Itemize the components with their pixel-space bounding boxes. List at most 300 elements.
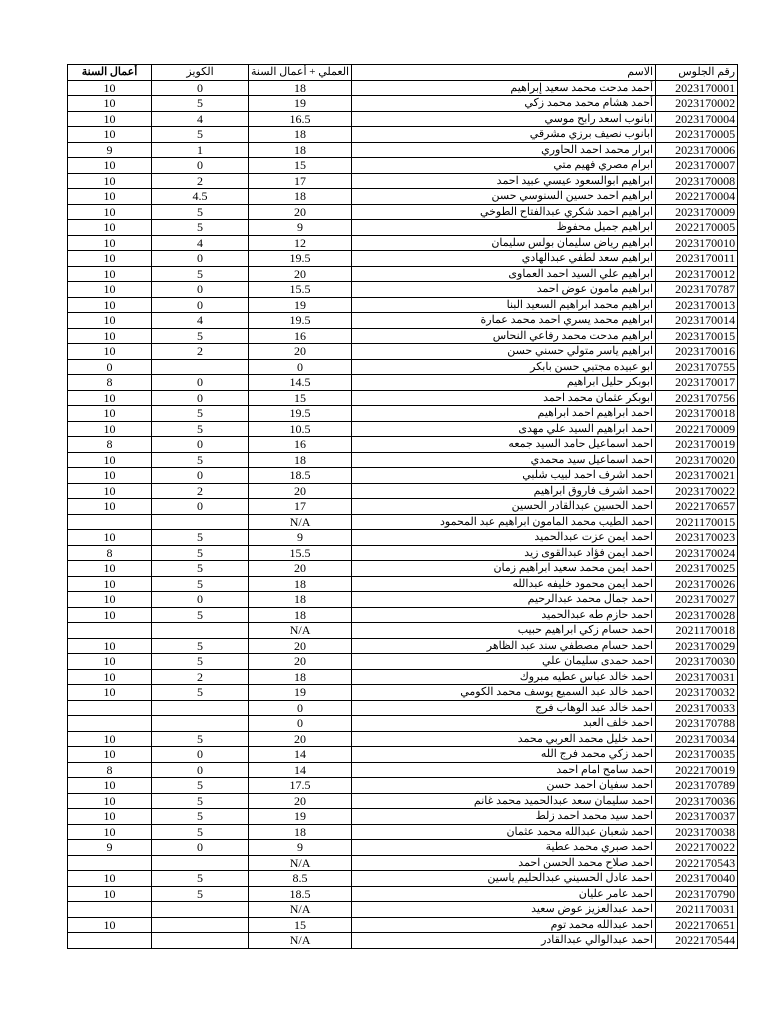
seat-number-cell: 2023170008 (656, 173, 738, 189)
year-work-cell: 10 (68, 127, 152, 143)
seat-number-cell: 2023170016 (656, 344, 738, 360)
name-cell: احمد ابراهيم احمد ابراهيم (352, 406, 656, 422)
seat-number-cell: 2023170022 (656, 483, 738, 499)
practical-cell: 18 (249, 189, 352, 205)
year-work-cell: 10 (68, 654, 152, 670)
year-work-cell: 10 (68, 499, 152, 515)
year-work-cell: 10 (68, 96, 152, 112)
year-work-cell: 10 (68, 297, 152, 313)
practical-cell: 18 (249, 452, 352, 468)
year-work-cell: 10 (68, 468, 152, 484)
practical-cell: 9 (249, 530, 352, 546)
seat-number-cell: 2023170021 (656, 468, 738, 484)
quiz-cell (152, 902, 249, 918)
quiz-cell: 5 (152, 793, 249, 809)
table-row (68, 669, 738, 685)
quiz-cell: 0 (152, 592, 249, 608)
table-row (68, 607, 738, 623)
name-cell: أحمد هشام محمد محمد زكي (352, 96, 656, 112)
seat-number-cell: 2023170024 (656, 545, 738, 561)
seat-number-cell: 2021170031 (656, 902, 738, 918)
year-work-cell: 10 (68, 871, 152, 887)
name-cell: احمد حسام مصطفي سند عبد الظاهر (352, 638, 656, 654)
practical-cell: 20 (249, 344, 352, 360)
table-row (68, 297, 738, 313)
name-cell: ابراهيم محمد يسري احمد محمد عمارة (352, 313, 656, 329)
year-work-cell: 10 (68, 390, 152, 406)
year-work-cell: 10 (68, 452, 152, 468)
quiz-cell: 5 (152, 778, 249, 794)
name-cell: ابراهيم محمد ابراهيم السعيد البنا (352, 297, 656, 313)
table-row (68, 437, 738, 453)
quiz-cell: 4 (152, 313, 249, 329)
table-row (68, 158, 738, 174)
name-cell: ابانوب اسعد رابح موسي (352, 111, 656, 127)
seat-number-cell: 2023170036 (656, 793, 738, 809)
name-cell: احمد حسام زكي ابراهيم حبيب (352, 623, 656, 639)
year-work-cell: 10 (68, 824, 152, 840)
quiz-cell (152, 623, 249, 639)
quiz-cell: 5 (152, 886, 249, 902)
year-work-cell: 10 (68, 576, 152, 592)
table-row (68, 700, 738, 716)
quiz-cell: 5 (152, 328, 249, 344)
seat-number-cell: 2021170018 (656, 623, 738, 639)
practical-cell: 18 (249, 80, 352, 96)
table-row (68, 406, 738, 422)
name-cell: احمد اشرف فاروق ابراهيم (352, 483, 656, 499)
quiz-cell: 5 (152, 576, 249, 592)
name-cell: احمد سيد محمد احمد زلط (352, 809, 656, 825)
name-cell: ابرار محمد احمد الحاوري (352, 142, 656, 158)
year-work-cell (68, 902, 152, 918)
seat-number-cell: 2021170015 (656, 514, 738, 530)
table-row (68, 530, 738, 546)
quiz-cell (152, 514, 249, 530)
table-row (68, 762, 738, 778)
seat-number-cell: 2023170004 (656, 111, 738, 127)
table-row (68, 592, 738, 608)
name-cell: احمد عبدالله محمد توم (352, 917, 656, 933)
table-row (68, 96, 738, 112)
seat-number-cell: 2023170788 (656, 716, 738, 732)
seat-number-cell: 2022170651 (656, 917, 738, 933)
quiz-cell: 5 (152, 452, 249, 468)
practical-cell: 12 (249, 235, 352, 251)
table-row (68, 266, 738, 282)
practical-cell: 18 (249, 669, 352, 685)
table-row (68, 793, 738, 809)
quiz-cell: 0 (152, 468, 249, 484)
seat-number-cell: 2022170004 (656, 189, 738, 205)
table-row (68, 375, 738, 391)
table-row (68, 390, 738, 406)
year-work-cell: 10 (68, 266, 152, 282)
quiz-cell: 5 (152, 127, 249, 143)
practical-cell: N/A (249, 933, 352, 949)
year-work-cell: 10 (68, 669, 152, 685)
quiz-cell (152, 933, 249, 949)
quiz-cell: 5 (152, 561, 249, 577)
seat-number-cell: 2023170030 (656, 654, 738, 670)
table-row (68, 235, 738, 251)
seat-number-cell: 2023170010 (656, 235, 738, 251)
practical-cell: 8.5 (249, 871, 352, 887)
name-cell: احمد اسماعيل حامد السيد جمعه (352, 437, 656, 453)
table-row (68, 514, 738, 530)
table-row (68, 359, 738, 375)
seat-number-cell: 2023170038 (656, 824, 738, 840)
year-work-cell: 8 (68, 375, 152, 391)
practical-cell: 17 (249, 173, 352, 189)
table-row (68, 576, 738, 592)
year-work-cell: 10 (68, 251, 152, 267)
seat-number-cell: 2023170755 (656, 359, 738, 375)
name-cell: احمد عبدالوالي عبدالقادر (352, 933, 656, 949)
year-work-cell (68, 716, 152, 732)
practical-cell: 16 (249, 328, 352, 344)
practical-cell: 15.5 (249, 282, 352, 298)
quiz-cell: 0 (152, 762, 249, 778)
table-row (68, 251, 738, 267)
table-row (68, 421, 738, 437)
seat-number-cell: 2023170027 (656, 592, 738, 608)
year-work-cell: 10 (68, 592, 152, 608)
practical-cell: 18 (249, 576, 352, 592)
table-row (68, 824, 738, 840)
table-row (68, 328, 738, 344)
quiz-cell: 5 (152, 731, 249, 747)
year-work-cell: 10 (68, 685, 152, 701)
table-row (68, 840, 738, 856)
quiz-cell: 5 (152, 421, 249, 437)
practical-cell: 20 (249, 793, 352, 809)
table-row (68, 886, 738, 902)
practical-cell: 0 (249, 359, 352, 375)
practical-cell: 20 (249, 654, 352, 670)
name-cell: احمد خلف العبد (352, 716, 656, 732)
year-work-cell: 10 (68, 421, 152, 437)
practical-cell: 17.5 (249, 778, 352, 794)
year-work-cell: 9 (68, 840, 152, 856)
practical-cell: 14.5 (249, 375, 352, 391)
seat-number-cell: 2023170005 (656, 127, 738, 143)
seat-number-cell: 2023170025 (656, 561, 738, 577)
seat-number-cell: 2023170029 (656, 638, 738, 654)
seat-number-cell: 2023170001 (656, 80, 738, 96)
name-cell: احمد جمال محمد عبدالرحيم (352, 592, 656, 608)
quiz-cell (152, 917, 249, 933)
name-cell: ابراهيم احمد شكري عبدالفتاح الطوخي (352, 204, 656, 220)
practical-cell: 20 (249, 266, 352, 282)
practical-cell: 15 (249, 158, 352, 174)
table-row (68, 917, 738, 933)
name-cell: احمد خليل محمد العربي محمد (352, 731, 656, 747)
practical-cell: 19 (249, 297, 352, 313)
name-cell: احمد حازم طه عبدالحميد (352, 607, 656, 623)
table-row (68, 933, 738, 949)
name-cell: ابراهيم ياسر متولي حسني حسن (352, 344, 656, 360)
table-row (68, 638, 738, 654)
quiz-cell: 5 (152, 809, 249, 825)
seat-number-cell: 2023170013 (656, 297, 738, 313)
quiz-cell: 2 (152, 344, 249, 360)
year-work-cell: 10 (68, 530, 152, 546)
practical-cell: 17 (249, 499, 352, 515)
practical-cell: 19.5 (249, 406, 352, 422)
quiz-cell: 0 (152, 499, 249, 515)
seat-number-cell: 2023170002 (656, 96, 738, 112)
year-work-cell (68, 514, 152, 530)
year-work-cell: 10 (68, 220, 152, 236)
year-work-cell: 10 (68, 561, 152, 577)
quiz-cell: 0 (152, 282, 249, 298)
year-work-cell: 10 (68, 235, 152, 251)
year-work-cell (68, 933, 152, 949)
practical-cell: 18.5 (249, 468, 352, 484)
seat-number-cell: 2022170022 (656, 840, 738, 856)
name-cell: احمد زكي محمد فرج الله (352, 747, 656, 763)
practical-cell: 18 (249, 142, 352, 158)
practical-cell: 0 (249, 716, 352, 732)
name-cell: احمد شعبان عبدالله محمد عثمان (352, 824, 656, 840)
seat-number-cell: 2022170543 (656, 855, 738, 871)
seat-number-cell: 2022170544 (656, 933, 738, 949)
practical-cell: 18 (249, 127, 352, 143)
name-cell: احمد سامح امام احمد (352, 762, 656, 778)
name-cell: احمد ابراهيم السيد علي مهدى (352, 421, 656, 437)
name-cell: احمد اسماعيل سيد محمدي (352, 452, 656, 468)
table-row (68, 344, 738, 360)
name-cell: ابانوب نصيف برزي مشرقي (352, 127, 656, 143)
table-row (68, 747, 738, 763)
quiz-cell: 2 (152, 173, 249, 189)
name-cell: احمد عادل الحسيني عبدالحليم ياسين (352, 871, 656, 887)
table-row (68, 623, 738, 639)
quiz-cell: 0 (152, 747, 249, 763)
seat-number-cell: 2023170009 (656, 204, 738, 220)
table-row (68, 282, 738, 298)
table-row (68, 173, 738, 189)
quiz-cell: 5 (152, 266, 249, 282)
seat-number-cell: 2023170789 (656, 778, 738, 794)
year-work-cell: 10 (68, 328, 152, 344)
seat-number-cell: 2023170035 (656, 747, 738, 763)
name-cell: ابراهيم سعد لطفي عبدالهادي (352, 251, 656, 267)
name-cell: احمد سليمان سعد عبدالحميد محمد غانم (352, 793, 656, 809)
quiz-cell: 0 (152, 375, 249, 391)
seat-number-cell: 2023170012 (656, 266, 738, 282)
practical-cell: 0 (249, 700, 352, 716)
seat-number-cell: 2022170019 (656, 762, 738, 778)
practical-cell: 14 (249, 762, 352, 778)
name-cell: ابوبكر عثمان محمد احمد (352, 390, 656, 406)
table-row (68, 452, 738, 468)
year-work-cell: 8 (68, 545, 152, 561)
seat-number-cell: 2023170037 (656, 809, 738, 825)
year-work-cell: 10 (68, 809, 152, 825)
table-row (68, 499, 738, 515)
quiz-cell (152, 359, 249, 375)
quiz-cell: 5 (152, 654, 249, 670)
table-row (68, 127, 738, 143)
seat-number-cell: 2023170015 (656, 328, 738, 344)
table-row (68, 716, 738, 732)
table-row (68, 855, 738, 871)
year-work-cell: 10 (68, 638, 152, 654)
table-row (68, 468, 738, 484)
name-cell: احمد اشرف احمد لبيب شلبي (352, 468, 656, 484)
quiz-cell: 0 (152, 297, 249, 313)
seat-number-cell: 2023170033 (656, 700, 738, 716)
year-work-cell: 10 (68, 80, 152, 96)
table-row (68, 902, 738, 918)
quiz-cell: 5 (152, 530, 249, 546)
name-cell: احمد الطيب محمد المامون ابراهيم عبد المحمود (352, 514, 656, 530)
year-work-cell: 10 (68, 886, 152, 902)
year-work-cell: 10 (68, 747, 152, 763)
year-work-cell: 10 (68, 158, 152, 174)
seat-number-cell: 2023170018 (656, 406, 738, 422)
practical-cell: 19 (249, 685, 352, 701)
practical-cell: 20 (249, 731, 352, 747)
quiz-cell: 5 (152, 220, 249, 236)
quiz-cell: 0 (152, 840, 249, 856)
header-seat-number: رقم الجلوس (656, 65, 738, 81)
seat-number-cell: 2023170031 (656, 669, 738, 685)
practical-cell: 18.5 (249, 886, 352, 902)
name-cell: احمد سفيان احمد حسن (352, 778, 656, 794)
name-cell: أحمد مدحت محمد سعيد إبراهيم (352, 80, 656, 96)
practical-cell: 19 (249, 809, 352, 825)
table-row (68, 483, 738, 499)
practical-cell: 10.5 (249, 421, 352, 437)
practical-cell: 16 (249, 437, 352, 453)
year-work-cell: 10 (68, 778, 152, 794)
practical-cell: 19.5 (249, 251, 352, 267)
name-cell: احمد خالد عباس عطيه مبروك (352, 669, 656, 685)
year-work-cell: 10 (68, 731, 152, 747)
name-cell: ابراهيم رياض سليمان بولس سليمان (352, 235, 656, 251)
year-work-cell: 10 (68, 282, 152, 298)
year-work-cell: 8 (68, 762, 152, 778)
name-cell: احمد ايمن عزت عبدالحميد (352, 530, 656, 546)
quiz-cell: 4.5 (152, 189, 249, 205)
practical-cell: 19.5 (249, 313, 352, 329)
quiz-cell: 5 (152, 607, 249, 623)
name-cell: احمد عامر عليان (352, 886, 656, 902)
quiz-cell: 0 (152, 80, 249, 96)
quiz-cell: 0 (152, 158, 249, 174)
name-cell: ابوبكر حليل ابراهيم (352, 375, 656, 391)
quiz-cell: 4 (152, 111, 249, 127)
practical-cell: 9 (249, 840, 352, 856)
header-row (68, 65, 738, 81)
header-practical: العملي + أعمال السنة (249, 65, 352, 81)
year-work-cell: 10 (68, 313, 152, 329)
practical-cell: 15.5 (249, 545, 352, 561)
year-work-cell: 10 (68, 204, 152, 220)
table-row (68, 142, 738, 158)
quiz-cell: 5 (152, 638, 249, 654)
year-work-cell: 10 (68, 483, 152, 499)
year-work-cell: 10 (68, 173, 152, 189)
quiz-cell: 5 (152, 685, 249, 701)
name-cell: ابراهيم مدحت محمد رفاعي النحاس (352, 328, 656, 344)
header-year-work: أعمال السنة (68, 65, 152, 81)
table-row (68, 204, 738, 220)
header-quiz: الكويز (152, 65, 249, 81)
quiz-cell (152, 855, 249, 871)
quiz-cell: 0 (152, 437, 249, 453)
table-row (68, 313, 738, 329)
seat-number-cell: 2023170019 (656, 437, 738, 453)
table-row (68, 111, 738, 127)
seat-number-cell: 2023170023 (656, 530, 738, 546)
practical-cell: 18 (249, 592, 352, 608)
year-work-cell: 10 (68, 917, 152, 933)
name-cell: ابراهيم علي السيد احمد العماوى (352, 266, 656, 282)
seat-number-cell: 2023170026 (656, 576, 738, 592)
seat-number-cell: 2022170005 (656, 220, 738, 236)
table-row (68, 731, 738, 747)
year-work-cell (68, 700, 152, 716)
practical-cell: N/A (249, 514, 352, 530)
name-cell: احمد ايمن محمد سعيد ابراهيم زمان (352, 561, 656, 577)
seat-number-cell: 2023170017 (656, 375, 738, 391)
quiz-cell: 5 (152, 824, 249, 840)
seat-number-cell: 2023170787 (656, 282, 738, 298)
practical-cell: N/A (249, 623, 352, 639)
table-row (68, 685, 738, 701)
practical-cell: N/A (249, 855, 352, 871)
quiz-cell: 1 (152, 142, 249, 158)
name-cell: ابراهيم ابوالسعود عيسي عبيد احمد (352, 173, 656, 189)
practical-cell: 9 (249, 220, 352, 236)
name-cell: ابراهيم جميل محفوظ (352, 220, 656, 236)
year-work-cell (68, 855, 152, 871)
year-work-cell: 0 (68, 359, 152, 375)
practical-cell: 15 (249, 917, 352, 933)
name-cell: احمد صبري محمد عطية (352, 840, 656, 856)
grades-table (67, 64, 738, 949)
seat-number-cell: 2023170790 (656, 886, 738, 902)
seat-number-cell: 2023170756 (656, 390, 738, 406)
seat-number-cell: 2023170040 (656, 871, 738, 887)
name-cell: احمد الحسين عبدالقادر الحسين (352, 499, 656, 515)
year-work-cell (68, 623, 152, 639)
name-cell: احمد صلاح محمد الحسن احمد (352, 855, 656, 871)
table-row (68, 654, 738, 670)
name-cell: ابراهيم مامون عوض احمد (352, 282, 656, 298)
name-cell: احمد خالد عبد الوهاب فرج (352, 700, 656, 716)
quiz-cell: 2 (152, 669, 249, 685)
year-work-cell: 10 (68, 189, 152, 205)
table-row (68, 220, 738, 236)
year-work-cell: 10 (68, 406, 152, 422)
name-cell: ابو عبيده مجتبي حسن بابكر (352, 359, 656, 375)
seat-number-cell: 2023170034 (656, 731, 738, 747)
seat-number-cell: 2023170028 (656, 607, 738, 623)
practical-cell: N/A (249, 902, 352, 918)
table-row (68, 778, 738, 794)
table-row (68, 80, 738, 96)
seat-number-cell: 2023170007 (656, 158, 738, 174)
table-row (68, 561, 738, 577)
name-cell: احمد حمدى سليمان علي (352, 654, 656, 670)
name-cell: احمد عبدالعزيز عوض سعيد (352, 902, 656, 918)
table-row (68, 809, 738, 825)
